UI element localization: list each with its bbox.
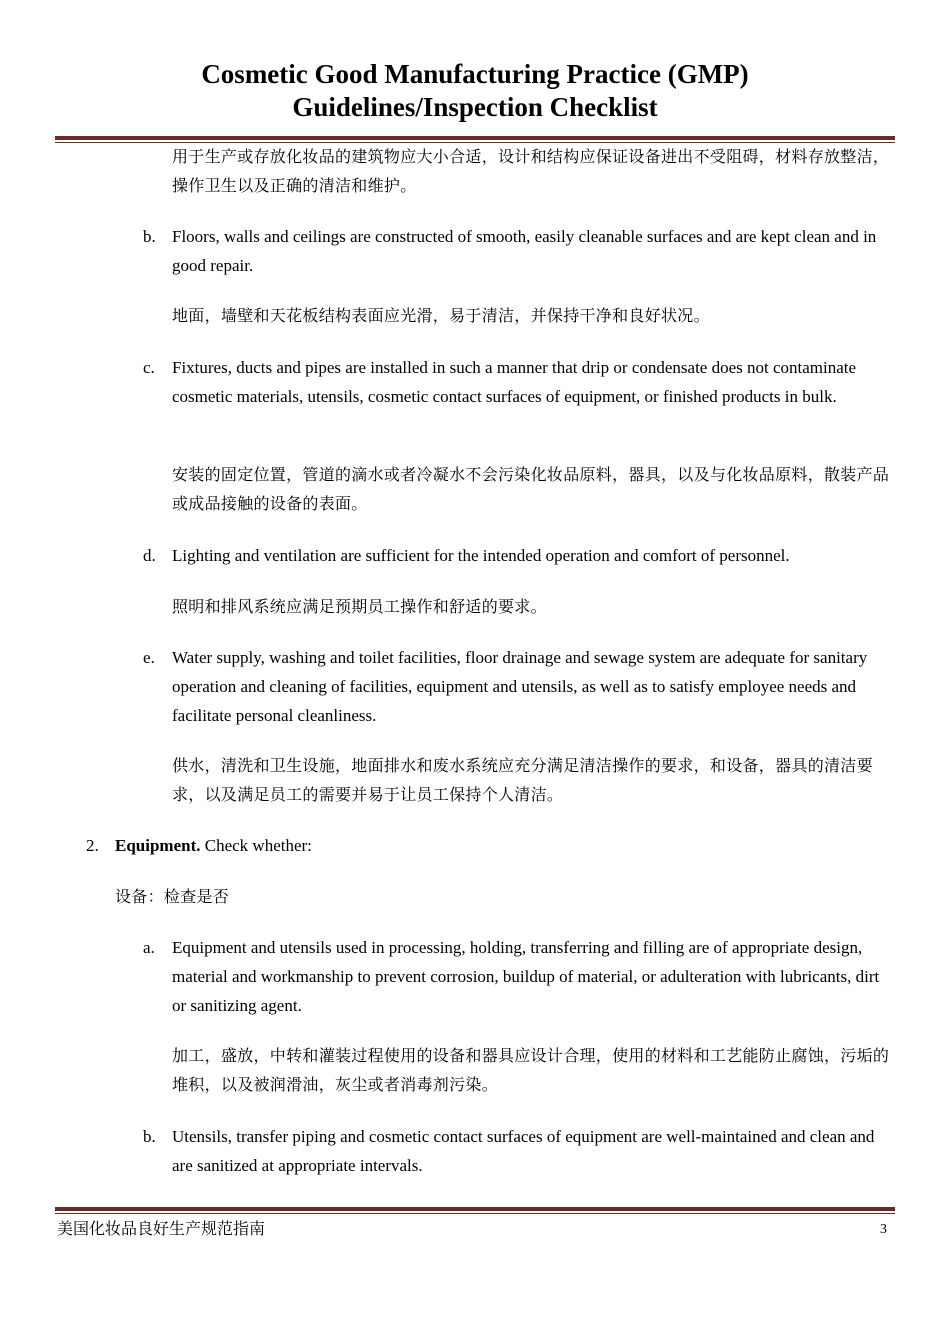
item-e-marker: e. [143, 648, 155, 667]
intro-paragraph-zh: 用于生产或存放化妆品的建筑物应大小合适，设计和结构应保证设备进出不受阻碍，材料存放整洁，操作卫生以及正确的清洁和维护。 [172, 147, 890, 195]
section-2-text-zh: 设备：检查是否 [115, 887, 230, 906]
item-b-text-en: Floors, walls and ceilings are constructed of smooth, easily cleanable surfaces and are kept clean and in good repair. [172, 227, 877, 275]
section-2-number: 2. [86, 836, 99, 855]
item-2a-text-en: Equipment and utensils used in processing, holding, transferring and filling are of appropriate design, material and workmanship to prevent corrosion, buildup of material, or adulteration with lubricants, dirt or sanitizing agent. [172, 938, 880, 1015]
item-d-text-en: Lighting and ventilation are sufficient for the intended operation and comfort of personnel. [172, 546, 790, 565]
document-title-line-1: Cosmetic Good Manufacturing Practice (GMP) [201, 59, 749, 89]
section-2-heading-rest: Check whether: [200, 836, 312, 855]
item-b-text-zh: 地面，墙壁和天花板结构表面应光滑，易于清洁，并保持干净和良好状况。 [172, 306, 710, 325]
document-title-line-2: Guidelines/Inspection Checklist [292, 92, 658, 122]
item-2b-marker: b. [143, 1127, 156, 1146]
item-2a-text-zh: 加工，盛放，中转和灌装过程使用的设备和器具应设计合理，使用的材料和工艺能防止腐蚀，污垢的堆积，以及被润滑油，灰尘或者消毒剂污染。 [172, 1046, 890, 1094]
item-2a-marker: a. [143, 938, 155, 957]
footer-title: 美国化妆品良好生产规范指南 [57, 1219, 266, 1238]
item-b-marker: b. [143, 227, 156, 246]
item-c-marker: c. [143, 358, 155, 377]
footer-rule [55, 1207, 895, 1214]
item-2b-text-en: Utensils, transfer piping and cosmetic contact surfaces of equipment are well-maintained and clean and are sanitized at appropriate intervals. [172, 1127, 875, 1175]
item-c-text-zh: 安装的固定位置，管道的滴水或者冷凝水不会污染化妆品原料，器具，以及与化妆品原料，散装产品或成品接触的设备的表面。 [172, 465, 890, 513]
item-d-marker: d. [143, 546, 156, 565]
page-number: 3 [880, 1222, 887, 1237]
section-2-heading-bold: Equipment. [115, 836, 201, 855]
item-c-text-en: Fixtures, ducts and pipes are installed in such a manner that drip or condensate does not contaminate cosmetic materials, utensils, cosmetic contact surfaces of equipment, or finished products in bulk. [172, 358, 857, 406]
item-e-text-zh: 供水，清洗和卫生设施，地面排水和废水系统应充分满足清洁操作的要求，和设备，器具的清洁要求，以及满足员工的需要并易于让员工保持个人清洁。 [172, 756, 873, 804]
item-e-text-en: Water supply, washing and toilet facilities, floor drainage and sewage system are adequate for sanitary operation and cleaning of facilities, equipment and utensils, as well as to satisfy employee needs and facilitate personal cleanliness. [172, 648, 868, 725]
item-d-text-zh: 照明和排风系统应满足预期员工操作和舒适的要求。 [172, 597, 547, 616]
section-2-heading [115, 831, 894, 860]
